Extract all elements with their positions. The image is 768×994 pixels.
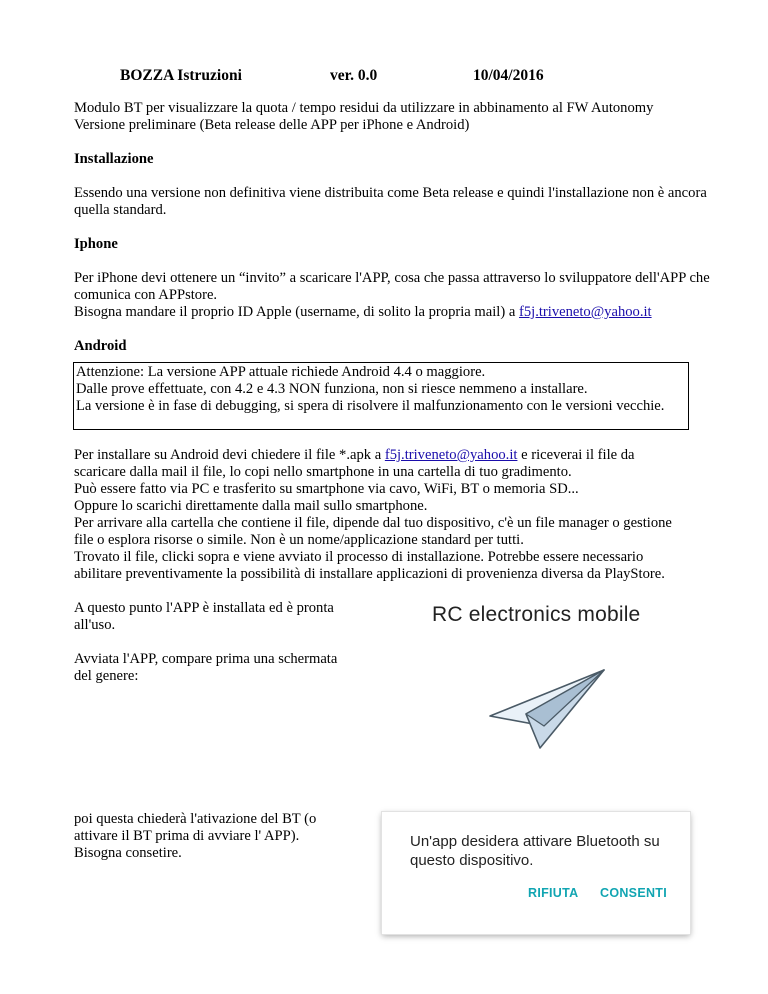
warning-line-1: Attenzione: La versione APP attuale richiede Android 4.4 o maggiore. [76,364,486,380]
bluetooth-permission-dialog [382,812,690,934]
intro-line-2: Versione preliminare (Beta release delle APP per iPhone e Android) [74,117,470,133]
android-paragraph-3: Oppure lo scarichi direttamente dalla mail sullo smartphone. [74,498,428,514]
android-paragraph-2: Può essere fatto via PC e trasferito su smartphone via cavo, WiFi, BT o memoria SD... [74,481,579,497]
android-paragraph-6: A questo punto l'APP è installata ed è pronta all'uso. [74,600,334,633]
iphone-text-2-prefix: Bisogna mandare il proprio ID Apple (username, di solito la propria mail) a [74,304,519,320]
android-paragraph-8: poi questa chiederà l'ativazione del BT (o attivare il BT prima di avviare l' APP). Bisogna consetire. [74,811,317,861]
android-paragraph-1 [74,447,686,481]
document-title: BOZZA Istruzioni [120,67,242,84]
android-email-link[interactable]: f5j.triveneto@yahoo.it [384,447,518,463]
splash-app-title: RC electronics mobile [432,603,641,626]
android-paragraph-5: Trovato il file, clicki sopra e viene avviato il processo di installazione. Potrebbe essere necessario abilitare preventivamente la possibilità di installare applicazioni di provenienza diversa da PlayStore. [74,549,665,582]
section-heading-iphone: Iphone [74,236,118,252]
android-paragraph-4: Per arrivare alla cartella che contiene il file, dipende dal tuo dispositivo, c'è un file manager o gestione file o esplora risorse o simile. Non è un nome/applicazione standard per tutti. [74,515,672,548]
warning-line-2: Dalle prove effettuate, con 4.2 e 4.3 NON funziona, non si riesce nemmeno a installare. [76,381,588,397]
iphone-email-link[interactable]: f5j.triveneto@yahoo.it [519,304,652,320]
document-date: 10/04/2016 [473,67,544,84]
intro-line-1: Modulo BT per visualizzare la quota / tempo residui da utilizzare in abbinamento al FW Autonomy [74,100,654,116]
allow-button[interactable]: CONSENTI [600,886,667,900]
android-warning-box [73,362,689,430]
dialog-message: Un'app desidera attivare Bluetooth su questo dispositivo. [410,833,660,869]
android-p1-suffix: e riceverai il file da scaricare dalla mail il file, lo copi nello smartphone in una cartella di tuo gradimento. [74,447,635,480]
iphone-text-1: Per iPhone devi ottenere un “invito” a scaricare l'APP, cosa che passa attraverso lo sviluppatore dell'APP che comunica con APPstore. [74,270,710,303]
android-p1-prefix: Per installare su Android devi chiedere il file *.apk a [74,447,385,463]
section-heading-android: Android [74,338,127,354]
installazione-text: Essendo una versione non definitiva viene distribuita come Beta release e quindi l'installazione non è ancora quella standard. [74,185,707,218]
warning-line-3: La versione è in fase di debugging, si spera di risolvere il malfunzionamento con le versioni vecchie. [76,398,665,414]
android-paragraph-7: Avviata l'APP, compare prima una schermata del genere: [74,651,338,684]
paper-plane-icon [488,668,608,750]
deny-button[interactable]: RIFIUTA [528,886,579,900]
document-version: ver. 0.0 [330,67,378,84]
iphone-text-2 [74,304,714,321]
section-heading-installazione: Installazione [74,151,154,167]
